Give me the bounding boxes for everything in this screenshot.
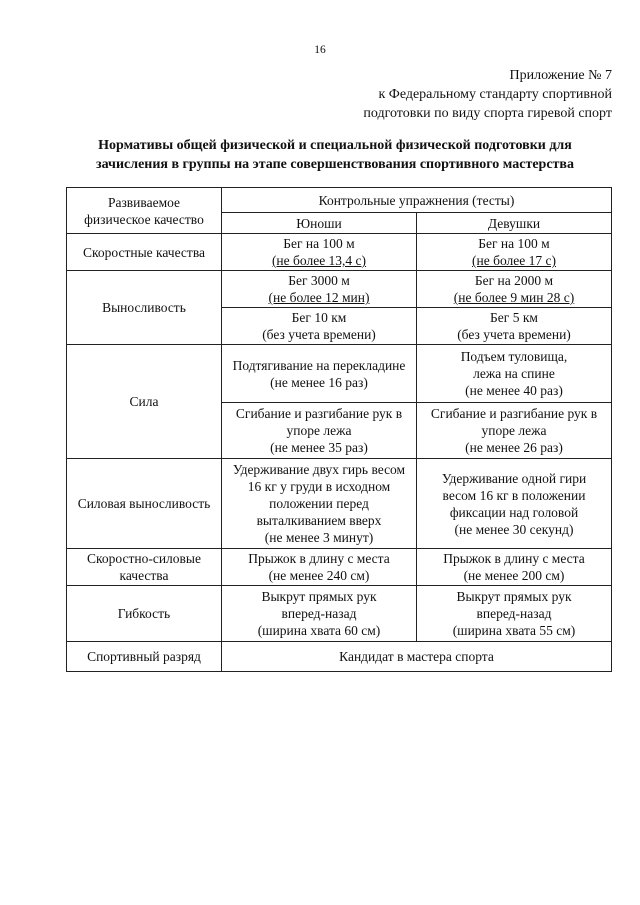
cell-line: Бег на 2000 м: [474, 273, 554, 288]
cell-line: Подтягивание на перекладине: [232, 357, 406, 373]
girls-cell: [417, 308, 612, 345]
cell-line: (ширина хвата 60 см): [257, 623, 381, 638]
boys-cell: [222, 403, 417, 459]
cell-line: вперед-назад: [476, 606, 552, 621]
cell-line: Сгибание и разгибание рук в: [235, 406, 403, 421]
cell-line: (не более 12 мин): [268, 290, 370, 305]
cell-line: Прыжок в длину с места: [443, 551, 585, 566]
quality-cell: Сила: [67, 345, 222, 459]
cell-line: качества: [119, 568, 169, 583]
cell-line: (не менее 200 см): [463, 568, 565, 583]
table-row: [67, 459, 612, 549]
cell-line: (ширина хвата 55 см): [452, 623, 576, 638]
cell-line: (не менее 35 раз): [270, 440, 368, 455]
boys-cell: [222, 549, 417, 586]
girls-cell: [417, 549, 612, 586]
header-text: Развиваемое: [107, 194, 181, 210]
appendix-line: к Федеральному стандарту спортивной: [378, 87, 612, 102]
cell-line: фиксации над головой: [449, 504, 579, 520]
cell-line: Удерживание одной гири: [441, 470, 587, 486]
table-row: [67, 271, 612, 308]
table-row: [67, 549, 612, 586]
cell-line: Бег на 100 м: [283, 236, 355, 251]
title-line: зачисления в группы на этапе совершенствования спортивного мастерства: [95, 157, 574, 172]
cell-line: упоре лежа: [286, 423, 352, 438]
cell-line: Бег 5 км: [490, 310, 538, 325]
appendix-line: Приложение № 7: [509, 68, 612, 83]
rank-value-cell: Кандидат в мастера спорта: [222, 642, 612, 672]
boys-cell: [222, 345, 417, 403]
cell-line: (не менее 16 раз): [270, 374, 368, 390]
boys-cell: [222, 586, 417, 642]
table-row: [67, 234, 612, 271]
cell-line: Удерживание двух гирь весом: [232, 462, 406, 477]
boys-cell: [222, 234, 417, 271]
cell-line: (не менее 30 секунд): [454, 521, 574, 537]
document-title: [40, 136, 630, 174]
quality-cell: Силовая выносливость: [67, 459, 222, 549]
cell-line: (не более 9 мин 28 с): [453, 290, 575, 305]
cell-line: Бег 10 км: [291, 310, 347, 325]
cell-line: вперед-назад: [281, 606, 357, 621]
cell-line: Выкрут прямых рук: [456, 589, 572, 604]
boys-cell: [222, 308, 417, 345]
quality-cell: Гибкость: [67, 586, 222, 642]
girls-cell: [417, 345, 612, 403]
header-quality-cell: [67, 188, 222, 234]
cell-line: Скоростно-силовые: [87, 551, 201, 566]
cell-line: (не менее 3 минут): [264, 530, 374, 545]
title-line: Нормативы общей физической и специальной физической подготовки для: [98, 138, 572, 153]
header-boys-cell: Юноши: [222, 213, 417, 234]
cell-line: (не менее 240 см): [268, 568, 370, 583]
header-text: физическое качество: [84, 211, 204, 227]
table-header-row: [67, 188, 612, 213]
cell-line: (не более 17 с): [472, 253, 556, 268]
cell-line: (без учета времени): [457, 327, 571, 342]
cell-line: положении перед: [269, 496, 369, 511]
quality-cell: Выносливость: [67, 271, 222, 345]
appendix-line: подготовки по виду спорта гиревой спорт: [363, 106, 612, 121]
girls-cell: [417, 271, 612, 308]
cell-line: Бег на 100 м: [478, 236, 550, 251]
norms-table: [66, 187, 612, 672]
cell-line: Выкрут прямых рук: [261, 589, 377, 604]
boys-cell: [222, 459, 417, 549]
boys-cell: [222, 271, 417, 308]
cell-line: весом 16 кг в положении: [442, 487, 586, 503]
cell-line: Прыжок в длину с места: [248, 551, 390, 566]
table-row: [67, 586, 612, 642]
appendix-heading: [363, 66, 612, 123]
header-girls-cell: Девушки: [417, 213, 612, 234]
quality-cell: [67, 549, 222, 586]
girls-cell: [417, 403, 612, 459]
cell-line: Подъем туловища,: [460, 349, 568, 364]
cell-line: (без учета времени): [262, 327, 376, 342]
cell-line: (не более 13,4 с): [271, 253, 367, 268]
cell-line: Сгибание и разгибание рук в: [430, 406, 598, 421]
header-tests-cell: Контрольные упражнения (тесты): [222, 188, 612, 213]
girls-cell: [417, 234, 612, 271]
cell-line: выталкиванием вверх: [256, 513, 382, 528]
cell-line: (не менее 40 раз): [465, 383, 563, 398]
table-row: [67, 642, 612, 672]
cell-line: упоре лежа: [481, 423, 547, 438]
cell-line: лежа на спине: [473, 366, 555, 381]
cell-line: 16 кг у груди в исходном: [247, 479, 391, 494]
cell-line: (не менее 26 раз): [465, 440, 563, 455]
table-row: [67, 345, 612, 403]
cell-line: Бег 3000 м: [288, 273, 350, 288]
girls-cell: [417, 459, 612, 549]
quality-cell: Скоростные качества: [67, 234, 222, 271]
page-number: 16: [314, 44, 326, 56]
girls-cell: [417, 586, 612, 642]
quality-cell: Спортивный разряд: [67, 642, 222, 672]
